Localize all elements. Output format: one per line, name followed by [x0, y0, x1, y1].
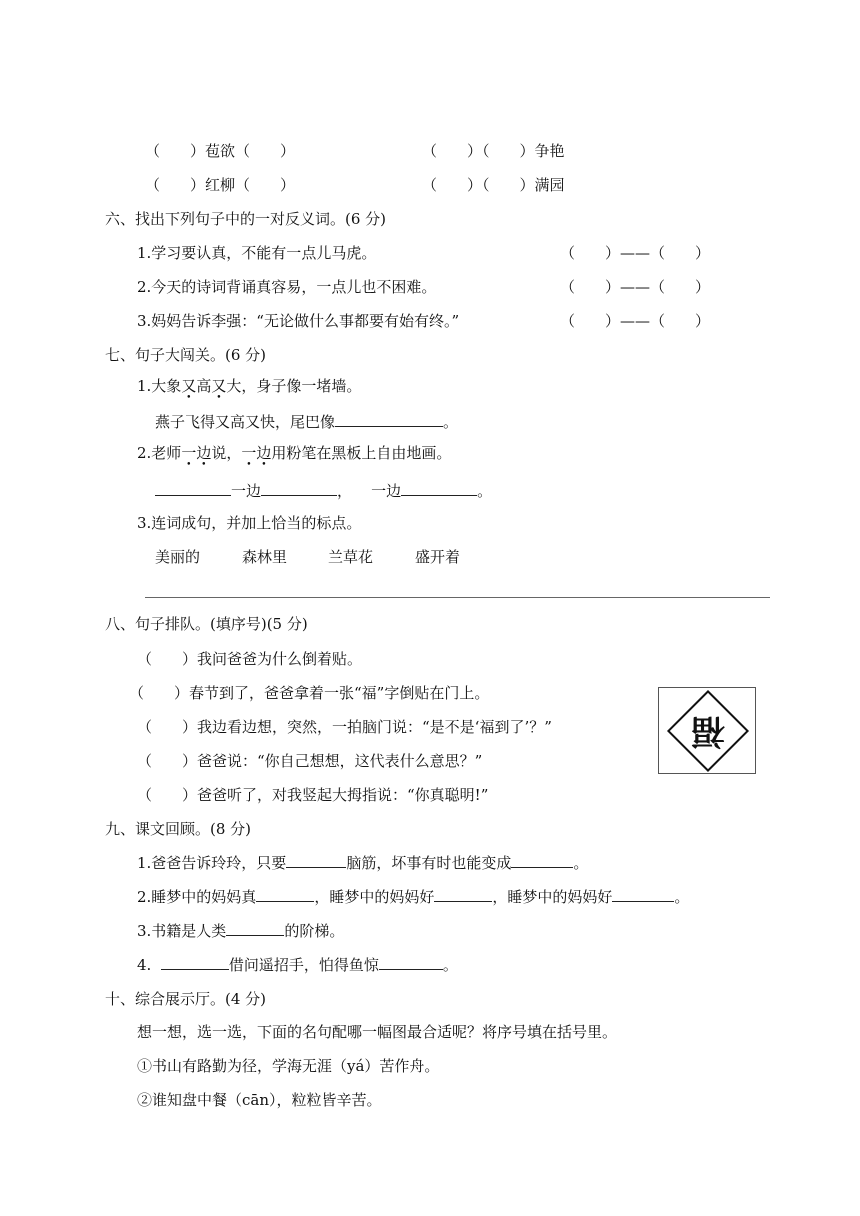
- s7-q1-blank[interactable]: [335, 412, 443, 427]
- s9-q4: 4. 借问遥招手，怕得鱼惊 。: [137, 956, 458, 974]
- fu-character-image: [658, 687, 756, 774]
- s9-q2-blank-3[interactable]: [612, 887, 674, 902]
- s7-q3-word-1: 美丽的: [155, 548, 201, 566]
- part5-row-1-right: （ ）（ ）争艳: [422, 142, 565, 160]
- s7-q2-fill: 一边 ， 一边 。: [155, 481, 492, 501]
- s9-q4-blank-2[interactable]: [379, 955, 443, 970]
- section-7-heading: 七、句子大闯关。(6 分): [105, 346, 267, 364]
- s7-q1-fill: 燕子飞得又高又快，尾巴像 。: [155, 413, 459, 431]
- s10-item-1: ①书山有路勤为径，学海无涯（yá）苦作舟。: [137, 1057, 440, 1075]
- s7-q2-blank-3[interactable]: [401, 481, 477, 496]
- s7-q1-sentence: 1.大象又高又大，身子像一堵墙。: [137, 377, 362, 395]
- s9-q1: 1.爸爸告诉玲玲，只要 脑筋，坏事有时也能变成 。: [137, 854, 589, 872]
- part5-row-1-left: （ ）苞欲（ ）: [145, 142, 296, 160]
- section-6-heading: 六、找出下列句子中的一对反义词。(6 分): [105, 210, 387, 228]
- part5-row-2-right: （ ）（ ）满园: [422, 176, 565, 194]
- s9-q1-blank-1[interactable]: [286, 853, 346, 868]
- s6-pair-3[interactable]: （ ）——（ ）: [560, 312, 711, 330]
- section-8-heading: 八、句子排队。(填序号)(5 分): [105, 615, 308, 633]
- s7-q3-word-3: 兰草花: [328, 548, 374, 566]
- s7-q2-sentence: 2.老师一边说，一边用粉笔在黑板上自由地画。: [137, 444, 452, 462]
- s6-pair-2[interactable]: （ ）——（ ）: [560, 278, 711, 296]
- fu-character-upside-down: 福: [691, 711, 725, 751]
- s8-item-2: （ ）春节到了，爸爸拿着一张“福”字倒贴在门上。: [129, 684, 490, 702]
- s10-intro: 想一想，选一选，下面的名句配哪一幅图最合适呢？将序号填在括号里。: [137, 1023, 618, 1041]
- s9-q3: 3.书籍是人类 的阶梯。: [137, 922, 345, 940]
- s7-q3-prompt: 3.连词成句，并加上恰当的标点。: [137, 514, 362, 532]
- s7-q3-answer-line[interactable]: [145, 597, 770, 598]
- s9-q2-blank-2[interactable]: [434, 887, 492, 902]
- s7-q2-blank-1[interactable]: [155, 481, 231, 496]
- s6-item-3: 3.妈妈告诉李强：“无论做什么事都要有始有终。”: [137, 312, 460, 330]
- s8-item-1: （ ）我问爸爸为什么倒着贴。: [137, 650, 363, 668]
- s9-q3-blank[interactable]: [226, 921, 284, 936]
- part5-row-2-left: （ ）红柳（ ）: [145, 176, 296, 194]
- s8-item-5: （ ）爸爸听了，对我竖起大拇指说：“你真聪明!”: [137, 786, 489, 804]
- s6-pair-1[interactable]: （ ）——（ ）: [560, 244, 711, 262]
- s7-q3-word-4: 盛开着: [415, 548, 461, 566]
- s9-q4-blank-1[interactable]: [161, 955, 229, 970]
- s7-q2-blank-2[interactable]: [261, 481, 337, 496]
- section-9-heading: 九、课文回顾。(8 分): [105, 820, 252, 838]
- s10-item-2: ②谁知盘中餐（cān），粒粒皆辛苦。: [137, 1091, 382, 1109]
- s7-q3-word-2: 森林里: [242, 548, 288, 566]
- s8-item-3: （ ）我边看边想，突然，一拍脑门说：“是不是‘福到了’？”: [137, 718, 552, 736]
- s8-item-4: （ ）爸爸说：“你自己想想，这代表什么意思？”: [137, 752, 483, 770]
- s6-item-1: 1.学习要认真，不能有一点儿马虎。: [137, 244, 377, 262]
- s6-item-2: 2.今天的诗词背诵真容易，一点儿也不困难。: [137, 278, 437, 296]
- s9-q1-blank-2[interactable]: [511, 853, 573, 868]
- section-10-heading: 十、综合展示厅。(4 分): [105, 990, 267, 1008]
- s9-q2-blank-1[interactable]: [256, 887, 314, 902]
- s9-q2: 2.睡梦中的妈妈真 ，睡梦中的妈妈好 ，睡梦中的妈妈好 。: [137, 888, 690, 906]
